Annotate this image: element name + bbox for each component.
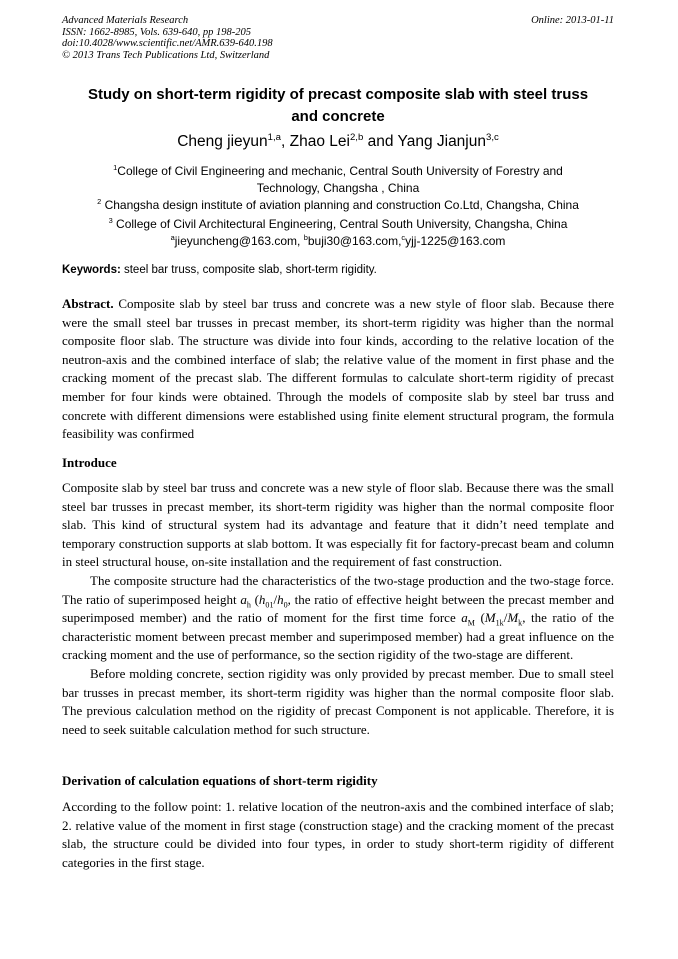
- journal-header: [62, 15, 273, 61]
- symbol-h: h: [258, 591, 266, 607]
- affiliation-2-mark: 2: [97, 197, 102, 206]
- journal-copyright: © 2013 Trans Tech Publications Ltd, Switzerland: [62, 49, 270, 61]
- derivation-paragraph-1: According to the follow point: 1. relative location of the neutron-axis and the combined interface of slab; 2. relative value of the moment in first stage (construction stage) and the cracking moment of the precast slab, the structure could be divided into four types, in order to study short-term rigidity of different categories in the first stage.: [62, 799, 614, 870]
- author-emails: [62, 233, 614, 250]
- symbol-h: h: [277, 591, 284, 607]
- abstract-label: Abstract.: [62, 296, 114, 311]
- keywords-text: steel bar truss, composite slab, short-term rigidity.: [120, 264, 377, 276]
- symbol-m: M: [507, 610, 519, 626]
- derivation-section: [62, 798, 614, 872]
- email-2[interactable]: buji30@163.com,: [307, 234, 402, 248]
- affiliation-3-text: College of Civil Architectural Engineering, Central South University, Changsha, China: [112, 217, 568, 231]
- introduce-section: [62, 479, 614, 739]
- abstract: [62, 295, 614, 444]
- author-separator: and: [363, 133, 398, 150]
- author-3: Yang Jianjun: [397, 133, 486, 150]
- affiliation-1-mark: 1: [113, 163, 118, 172]
- affiliation-1-line-1: College of Civil Engineering and mechanic, Central South University of Forestry and: [117, 164, 563, 178]
- symbol-sub: k: [518, 618, 523, 628]
- intro-p2-text: , the ratio of effective height between the precast member and superimposed member) and the ratio of moment for the first time force: [62, 591, 614, 626]
- email-1[interactable]: jieyuncheng@163.com,: [174, 234, 304, 248]
- online-date: Online: 2013-01-11: [531, 15, 614, 26]
- email-3-mark: c: [401, 233, 406, 242]
- affiliation-2-text: Changsha design institute of aviation planning and construction Co.Ltd, Changsha, China: [101, 198, 579, 212]
- abstract-text: Composite slab by steel bar truss and concrete was a new style of floor slab. Because there were the small steel bar trusses in precast member, its short-term rigidity was higher than the normal composite floor slab. The structure was divide into four kinds, according to the relative location of the neutron-axis and the combined interface of slab; the relative value of the moment in first phase and the cracking moment of the precast slab. The different formulas to calculate short-term rigidity of precast member for four kinds were obtained. Through the models of composite slab by steel bar truss and concrete with different dimensions were established using finite element structural program, the formula feasibility was confirmed: [62, 296, 614, 442]
- section-heading-introduce: Introduce: [62, 455, 117, 470]
- title-line-1: Study on short-term rigidity of precast composite slab with steel truss: [87, 86, 589, 103]
- intro-p2-text: /: [273, 591, 278, 607]
- author-list: [62, 132, 614, 152]
- intro-p2-text: (: [250, 591, 259, 607]
- intro-p2-text: (: [474, 610, 485, 626]
- journal-name: Advanced Materials Research: [62, 15, 189, 26]
- symbol-m: M: [484, 610, 496, 626]
- intro-paragraph-2: [62, 572, 614, 665]
- intro-paragraph-3: Before molding concrete, section rigidity was only provided by precast member. Due to small steel bar trusses in precast member, its short-term rigidity was higher than the normal composite floor slab. The previous calculation method on the rigidity of precast Component is not applicable. Therefore, it is need to seek suitable calculation method for such structure.: [62, 665, 614, 737]
- intro-p2-text: /: [503, 610, 508, 626]
- symbol-sub: 1k: [495, 618, 504, 628]
- keywords: [62, 262, 614, 278]
- email-3[interactable]: yjj-1225@163.com: [405, 234, 506, 248]
- keywords-label: Keywords:: [62, 264, 121, 276]
- symbol-sub: h: [246, 600, 251, 610]
- affiliation-1-line-2: Technology, Changsha , China: [256, 181, 420, 195]
- paper-title: [62, 84, 614, 128]
- affiliation-3: [62, 216, 614, 233]
- affiliation-1: [62, 163, 614, 197]
- symbol-a: a: [461, 610, 468, 626]
- intro-p2-text: The composite structure had the characteristics of the two-stage production and the two-stage force. The ratio of superimposed height: [62, 572, 614, 607]
- author-3-mark: 3,c: [486, 131, 499, 143]
- author-1: Cheng jieyun: [177, 133, 268, 150]
- journal-issn: ISSN: 1662-8985, Vols. 639-640, pp 198-205: [62, 26, 251, 38]
- email-1-mark: a: [170, 233, 175, 242]
- symbol-sub: 01: [265, 600, 274, 610]
- author-1-mark: 1,a: [267, 131, 282, 143]
- symbol-sub: 0: [283, 600, 288, 610]
- email-2-mark: b: [303, 233, 308, 242]
- section-heading-derivation: Derivation of calculation equations of short-term rigidity: [62, 773, 378, 788]
- symbol-a: a: [240, 591, 247, 607]
- author-2: Zhao Lei: [289, 133, 350, 150]
- symbol-sub: M: [467, 618, 475, 628]
- affiliation-3-mark: 3: [108, 216, 113, 225]
- author-separator: ,: [281, 133, 290, 150]
- intro-p2-text: , the ratio of the characteristic moment between precast member and superimposed member) had a great influence on the cracking moment and the use of performance, so the section rigidity of the two-stage are different.: [62, 610, 614, 663]
- journal-doi[interactable]: doi:10.4028/www.scientific.net/AMR.639-640.198: [62, 38, 273, 49]
- author-2-mark: 2,b: [349, 131, 364, 143]
- intro-paragraph-1: Composite slab by steel bar truss and concrete was a new style of floor slab. Because there was the small steel bar trusses in precast member, its short-term rigidity was higher than the normal composite floor slab. This kind of structural system had its advantage and feature that it didn’t need template and temporary construction supports at slab bottom. It was especially fit for factory-precast beam and column in steel structural house, on-site installation and the requirement of fast construction.: [62, 480, 614, 570]
- title-line-2: and concrete: [291, 108, 385, 125]
- affiliation-2: [62, 197, 614, 214]
